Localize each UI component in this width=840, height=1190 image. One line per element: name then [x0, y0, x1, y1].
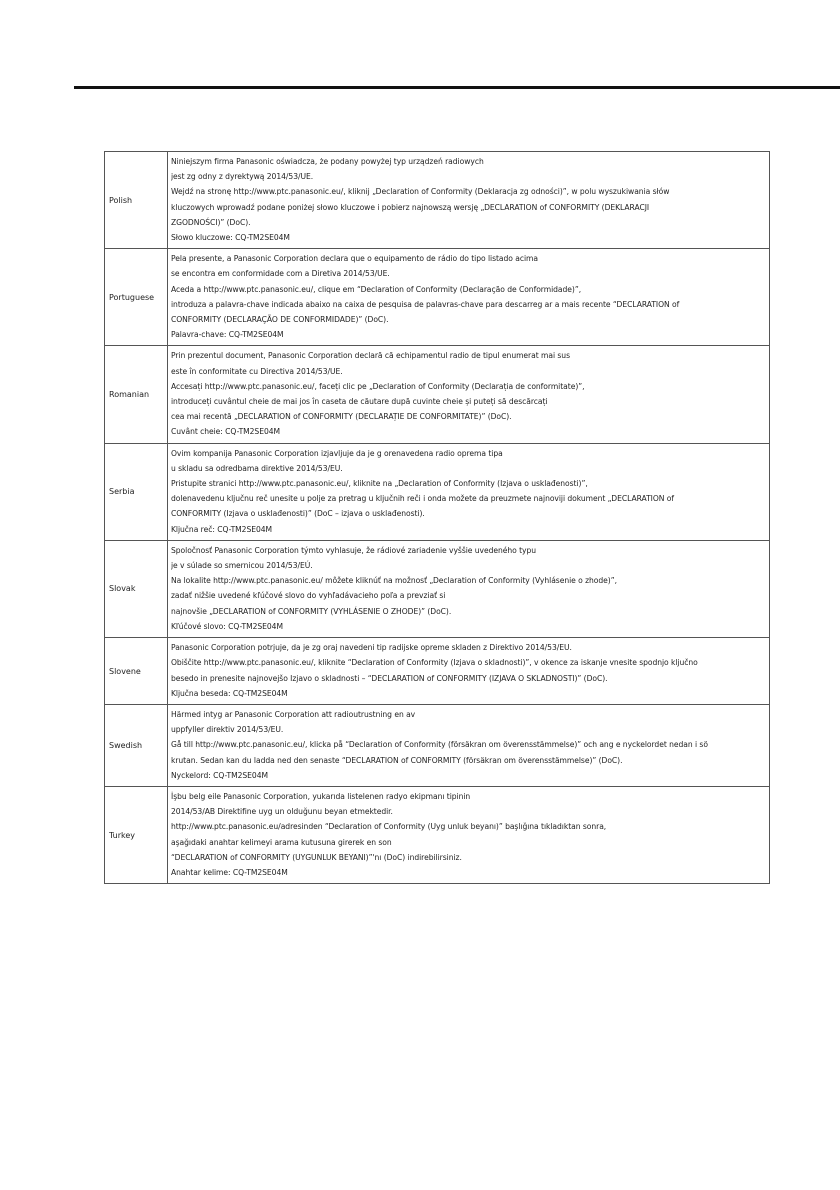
language-label: Polish — [105, 152, 168, 249]
declaration-line: Aceda a http://www.ptc.panasonic.eu/, clique em “Declaration of Conformity (Declaração de Conformidade)”, — [171, 284, 582, 294]
declaration-line: Kľúčové slovo: CQ-TM2SE04M — [171, 621, 283, 631]
declaration-table-body — [105, 152, 770, 884]
declaration-line: Härmed intyg ar Panasonic Corporation att radioutrustning en av — [171, 709, 416, 719]
declaration-text — [168, 638, 770, 705]
declaration-line: İşbu belg eile Panasonic Corporation, yukarıda listelenen radyo ekipmanı tipinin — [171, 791, 471, 801]
declaration-line: je v súlade so smernicou 2014/53/EÚ. — [171, 561, 313, 571]
declaration-line: Ovim kompanija Panasonic Corporation izjavljuje da je g orenavedena radio oprema tipa — [171, 448, 503, 458]
declaration-line: Palavra-chave: CQ-TM2SE04M — [171, 330, 284, 340]
declaration-text — [168, 346, 770, 443]
language-row-swedish — [105, 704, 770, 786]
language-row-turkey — [105, 786, 770, 883]
declaration-text — [168, 152, 770, 249]
declaration-line: Gå till http://www.ptc.panasonic.eu/, klicka på “Declaration of Conformity (försäkran om överensstämmelse)” och ang e nyckelordet nedan i sö — [171, 740, 708, 750]
language-row-slovak — [105, 540, 770, 637]
declaration-line: u skladu sa odredbama direktive 2014/53/EU. — [171, 463, 343, 473]
declaration-line: 2014/53/AB Direktifine uyg un olduğunu beyan etmektedir. — [171, 807, 393, 817]
declaration-text — [168, 704, 770, 786]
declaration-line: cea mai recentă „DECLARATION of CONFORMITY (DECLARAȚIE DE CONFORMITATE)” (DoC). — [171, 412, 512, 422]
declaration-line: aşağıdaki anahtar kelimeyi arama kutusuna girerek en son — [171, 837, 392, 847]
declaration-line: Pristupite stranici http://www.ptc.panasonic.eu/, kliknite na „Declaration of Conformity (Izjava o usklađenosti)”, — [171, 479, 588, 489]
declaration-line: Niniejszym firma Panasonic oświadcza, że podany powyżej typ urządzeń radiowych — [171, 157, 484, 166]
declaration-table — [104, 151, 770, 884]
language-row-portuguese — [105, 249, 770, 346]
declaration-line: krutan. Sedan kan du ladda ned den senaste “DECLARATION of CONFORMITY (försäkran om överensstämmelse)” (DoC). — [171, 755, 623, 765]
declaration-text — [168, 540, 770, 637]
declaration-line: ZGODNOŚCI)” (DoC). — [171, 217, 251, 227]
declaration-line: najnovšie „DECLARATION of CONFORMITY (VYHLÁSENIE O ZHODE)” (DoC). — [171, 606, 452, 616]
declaration-line: Nyckelord: CQ-TM2SE04M — [171, 770, 268, 780]
declaration-line: Accesați http://www.ptc.panasonic.eu/, faceți clic pe „Declaration of Conformity (Declarația de conformitate)”, — [171, 381, 585, 391]
declaration-line: este în conformitate cu Directiva 2014/53/UE. — [171, 366, 343, 376]
declaration-line: se encontra em conformidade com a Diretiva 2014/53/UE. — [171, 269, 390, 279]
declaration-line: dolenavedenu ključnu reč unesite u polje za pretrag u ključnih reči i onda možete da preuzmete najnoviji dokument „DECLARATION of — [171, 494, 674, 504]
declaration-line: http://www.ptc.panasonic.eu/adresinden “Declaration of Conformity (Uyg unluk beyanı)” başlığına tıkladıktan sonra, — [171, 822, 607, 832]
declaration-line: “DECLARATION of CONFORMITY (UYGUNLUK BEYANI)”'nı (DoC) indirebilirsiniz. — [171, 852, 462, 862]
declaration-line: besedo in prenesite najnovejšo Izjavo o skladnosti – “DECLARATION of CONFORMITY (IZJAVA O SKLADNOSTI)” (DoC). — [171, 673, 608, 683]
language-label: Serbia — [105, 443, 168, 540]
declaration-line: Cuvânt cheie: CQ-TM2SE04M — [171, 427, 281, 437]
language-row-slovene — [105, 638, 770, 705]
declaration-line: uppfyller direktiv 2014/53/EU. — [171, 725, 284, 735]
language-label: Swedish — [105, 704, 168, 786]
declaration-line: Ključna beseda: CQ-TM2SE04M — [171, 688, 288, 698]
language-row-serbia — [105, 443, 770, 540]
declaration-line: Słowo kluczowe: CQ-TM2SE04M — [171, 233, 290, 243]
declaration-text — [168, 249, 770, 346]
declaration-line: Spoločnosť Panasonic Corporation týmto vyhlasuje, že rádiové zariadenie vyššie uvedeného typu — [171, 545, 537, 555]
declaration-line: jest zg odny z dyrektywą 2014/53/UE. — [171, 172, 314, 182]
declaration-line: Ključna reč: CQ-TM2SE04M — [171, 524, 273, 534]
language-label: Romanian — [105, 346, 168, 443]
declaration-line: Pela presente, a Panasonic Corporation declara que o equipamento de rádio do tipo listado acima — [171, 254, 538, 264]
declaration-line: CONFORMITY (Izjava o usklađenosti)” (DoC – izjava o usklađenosti). — [171, 509, 425, 519]
declaration-line: Anahtar kelime: CQ-TM2SE04M — [171, 867, 288, 877]
language-row-romanian — [105, 346, 770, 443]
declaration-line: Panasonic Corporation potrjuje, da je zg oraj navedeni tip radijske opreme skladen z Direktivo 2014/53/EU. — [171, 643, 572, 653]
language-label: Portuguese — [105, 249, 168, 346]
language-row-polish — [105, 152, 770, 249]
declaration-line: Wejdź na stronę http://www.ptc.panasonic.eu/, kliknij „Declaration of Conformity (Deklaracja zg odności)”, w polu wyszukiwania słów — [171, 187, 670, 197]
declaration-text — [168, 443, 770, 540]
declaration-line: kluczowych wprowadź podane poniżej słowo kluczowe i pobierz najnowszą wersję „DECLARATION of CONFORMITY (DEKLARACJI — [171, 202, 650, 212]
language-label: Slovene — [105, 638, 168, 705]
declaration-text — [168, 786, 770, 883]
header-rule — [74, 86, 840, 89]
declaration-line: zadať nižšie uvedené kľúčové slovo do vyhľadávacieho poľa a prevziať si — [171, 591, 446, 601]
declaration-line: CONFORMITY (DECLARAÇÃO DE CONFORMIDADE)” (DoC). — [171, 315, 389, 325]
declaration-line: Obiščite http://www.ptc.panasonic.eu/, kliknite “Declaration of Conformity (Izjava o skladnosti)”, v okence za iskanje vnesite spodnjo ključno — [171, 658, 698, 668]
declaration-line: Prin prezentul document, Panasonic Corporation declară că echipamentul radio de tipul enumerat mai sus — [171, 351, 570, 361]
declaration-line: introduza a palavra-chave indicada abaixo na caixa de pesquisa de palavras-chave para descarreg ar a mais recente “DECLARATION of — [171, 299, 680, 309]
declaration-line: Na lokalite http://www.ptc.panasonic.eu/ môžete kliknúť na možnosť „Declaration of Conformity (Vyhlásenie o zhode)”, — [171, 576, 617, 586]
language-label: Turkey — [105, 786, 168, 883]
language-label: Slovak — [105, 540, 168, 637]
declaration-line: introduceți cuvântul cheie de mai jos în caseta de căutare după cuvinte cheie și puteți să descărcați — [171, 397, 548, 407]
